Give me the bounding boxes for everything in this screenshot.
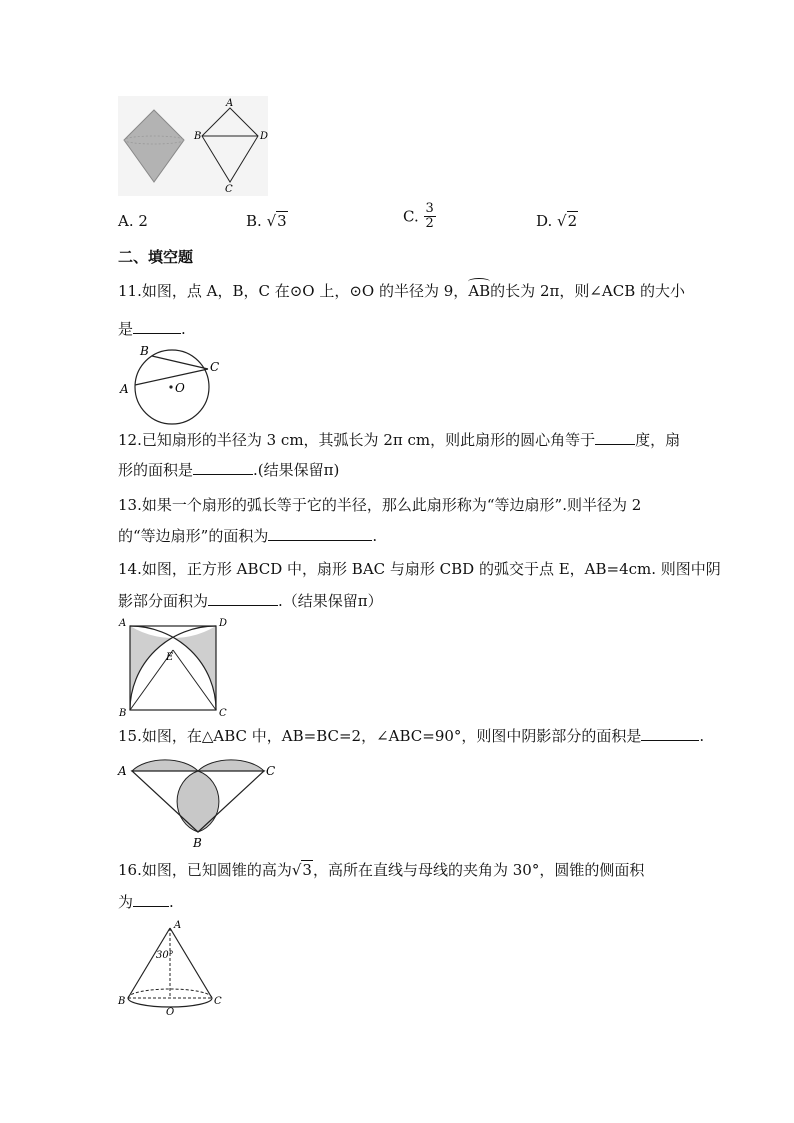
label-a: A (226, 98, 234, 109)
label-a: A (120, 382, 129, 396)
q12-text-pre: 12.已知扇形的半径为 3 cm，其弧长为 2π cm，则此扇形的圆心角等于 (118, 431, 596, 449)
option-b (246, 211, 288, 231)
q11-figure (116, 342, 226, 432)
shaded-semicircle-left (132, 760, 198, 771)
option-b-label: B. (246, 212, 262, 230)
label-c: C (219, 708, 227, 718)
option-d-label: D. (536, 212, 553, 230)
q11-line2-pre: 是 (118, 320, 134, 338)
label-a: A (174, 920, 182, 931)
q15-text-pre: 15.如图，在△ABC 中，AB=BC=2，∠ABC=90°，则图中阴影部分的面积是 (118, 727, 642, 745)
option-c (403, 202, 436, 231)
q10-figure (118, 96, 268, 196)
label-angle: 30° (156, 950, 174, 961)
q16-radicand: 3 (302, 861, 312, 879)
q16-line1 (118, 860, 644, 880)
q13-line2 (118, 525, 377, 546)
q16-line2 (118, 891, 174, 912)
label-b: B (140, 344, 149, 358)
slant-ab (128, 928, 170, 998)
label-a: A (119, 618, 127, 629)
label-c: C (214, 996, 222, 1007)
label-b: B (118, 996, 126, 1007)
q12-line2-post: .(结果保留π) (253, 461, 340, 479)
option-d-sqrt: √2 (557, 212, 578, 230)
q14-line2 (118, 590, 383, 611)
q16-answer-blank (133, 891, 169, 907)
q14-answer-blank (208, 590, 278, 606)
option-c-numerator: 3 (425, 201, 434, 216)
label-o: O (175, 381, 185, 395)
option-c-fraction (424, 202, 436, 231)
label-c: C (210, 360, 220, 374)
q11-text-pre: 11.如图，点 A，B，C 在⊙O 上，⊙O 的半径为 9， (118, 282, 469, 300)
option-c-denominator: 2 (425, 216, 434, 231)
q12-line1 (118, 429, 680, 450)
shaded-semicircle-right (198, 760, 264, 771)
q15-text-post: . (699, 727, 705, 745)
label-d: D (260, 131, 268, 142)
label-b: B (119, 708, 127, 718)
option-b-sqrt: √3 (266, 212, 287, 230)
q11-answer-blank (133, 318, 181, 334)
q16-figure (116, 918, 228, 1018)
q12-line2-pre: 形的面积是 (118, 461, 194, 479)
slant-ac (170, 928, 212, 998)
q13-answer-blank (268, 525, 372, 541)
q11-line2-post: . (181, 320, 186, 338)
q13-line2-pre: 的“等边扇形”的面积为 (118, 527, 269, 545)
option-c-label: C. (403, 207, 419, 226)
label-b: B (193, 836, 202, 850)
shaded-lens (177, 771, 219, 832)
q15-answer-blank (641, 725, 699, 741)
q13-line2-post: . (372, 527, 378, 545)
q13-line1: 13.如果一个扇形的弧长等于它的半径，那么此扇形称为“等边扇形”.则半径为 2 (118, 496, 642, 514)
label-e: E (166, 652, 174, 663)
option-a-label: A. (118, 212, 134, 230)
q12-line2 (118, 459, 339, 480)
q12-answer-blank-2 (193, 459, 253, 475)
q16-line2-post: . (169, 893, 174, 911)
label-o: O (166, 1007, 175, 1018)
q11-arc-label: AB (468, 282, 491, 300)
q15-line1 (118, 725, 704, 746)
base-front-arc (128, 998, 212, 1007)
q15-figure (116, 752, 282, 852)
q11-line1 (118, 281, 685, 301)
option-a-value: 2 (138, 212, 148, 230)
label-b: B (194, 131, 202, 142)
q12-text-post: 度，扇 (635, 431, 681, 449)
chord-ac (135, 369, 208, 385)
q14-figure (116, 616, 228, 718)
q16-line2-pre: 为 (118, 893, 134, 911)
label-a: A (118, 764, 127, 778)
label-d: D (219, 618, 228, 629)
center-dot (169, 385, 172, 388)
option-a (118, 211, 148, 231)
q16-text-pre: 16.如图，已知圆锥的高为 (118, 861, 292, 879)
q11-text-post: 的长为 2π，则∠ACB 的大小 (490, 282, 686, 300)
section-title: 二、填空题 (118, 248, 194, 266)
q16-text-post: ，高所在直线与母线的夹角为 30°，圆锥的侧面积 (312, 861, 645, 879)
option-d-radicand: 2 (567, 212, 578, 230)
q14-line1: 14.如图，正方形 ABCD 中，扇形 BAC 与扇形 CBD 的弧交于点 E，AB=4cm. 则图中阴 (118, 560, 721, 578)
option-d (536, 211, 578, 231)
label-c: C (225, 184, 233, 195)
q11-line2 (118, 318, 186, 339)
q14-line2-pre: 影部分面积为 (118, 592, 209, 610)
q14-line2-post: .（结果保留π） (278, 592, 383, 610)
option-b-radicand: 3 (277, 212, 287, 230)
label-c: C (266, 764, 276, 778)
q16-sqrt: √3 (291, 861, 312, 879)
q12-answer-blank-1 (595, 429, 635, 445)
